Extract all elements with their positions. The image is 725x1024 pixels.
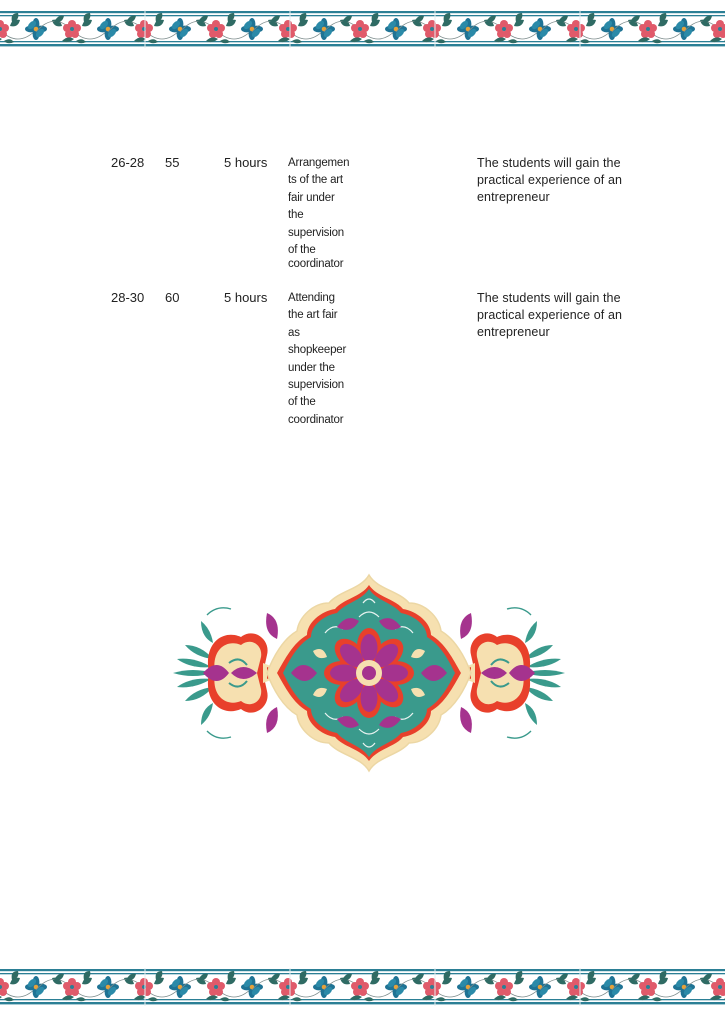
number-cell: 60 bbox=[165, 290, 180, 305]
number-cell: 55 bbox=[165, 155, 180, 170]
floral-border-icon bbox=[0, 968, 725, 1006]
outcome-line: practical experience of an bbox=[477, 173, 623, 187]
duration-cell: 5 hours bbox=[224, 290, 268, 305]
outcome-cell bbox=[477, 290, 647, 341]
activity-line: as bbox=[288, 326, 300, 339]
outcome-line: entrepreneur bbox=[477, 190, 550, 204]
duration-cell: 5 hours bbox=[224, 155, 268, 170]
activity-cell bbox=[288, 290, 358, 429]
activity-line: Arrangemen bbox=[288, 157, 350, 169]
activity-line: shopkeeper bbox=[288, 344, 347, 357]
days-cell: 26-28 bbox=[111, 155, 145, 170]
activity-line: of the bbox=[288, 244, 316, 257]
activity-cell bbox=[288, 155, 358, 272]
top-floral-border bbox=[0, 10, 725, 48]
outcome-line: entrepreneur bbox=[477, 325, 550, 339]
activity-line: coordinator bbox=[288, 258, 344, 271]
center-ornament bbox=[163, 573, 575, 773]
activity-line: under the bbox=[288, 361, 335, 374]
floral-border-icon bbox=[0, 10, 725, 48]
activity-line: Attending bbox=[288, 292, 335, 304]
activity-line: supervision bbox=[288, 226, 344, 239]
activity-line: fair under bbox=[288, 191, 335, 204]
outcome-cell bbox=[477, 155, 647, 206]
activity-line: the bbox=[288, 209, 304, 222]
outcome-line: The students will gain the bbox=[477, 156, 621, 170]
outcome-line: practical experience of an bbox=[477, 308, 623, 322]
activity-line: coordinator bbox=[288, 413, 344, 426]
mandala-ornament-icon bbox=[163, 573, 575, 773]
outcome-line: The students will gain the bbox=[477, 291, 621, 305]
activity-line: of the bbox=[288, 396, 316, 409]
activity-line: ts of the art bbox=[288, 174, 343, 187]
activity-line: supervision bbox=[288, 379, 344, 392]
days-cell: 28-30 bbox=[111, 290, 145, 305]
bottom-floral-border bbox=[0, 968, 725, 1006]
activity-line: the art fair bbox=[288, 309, 338, 322]
